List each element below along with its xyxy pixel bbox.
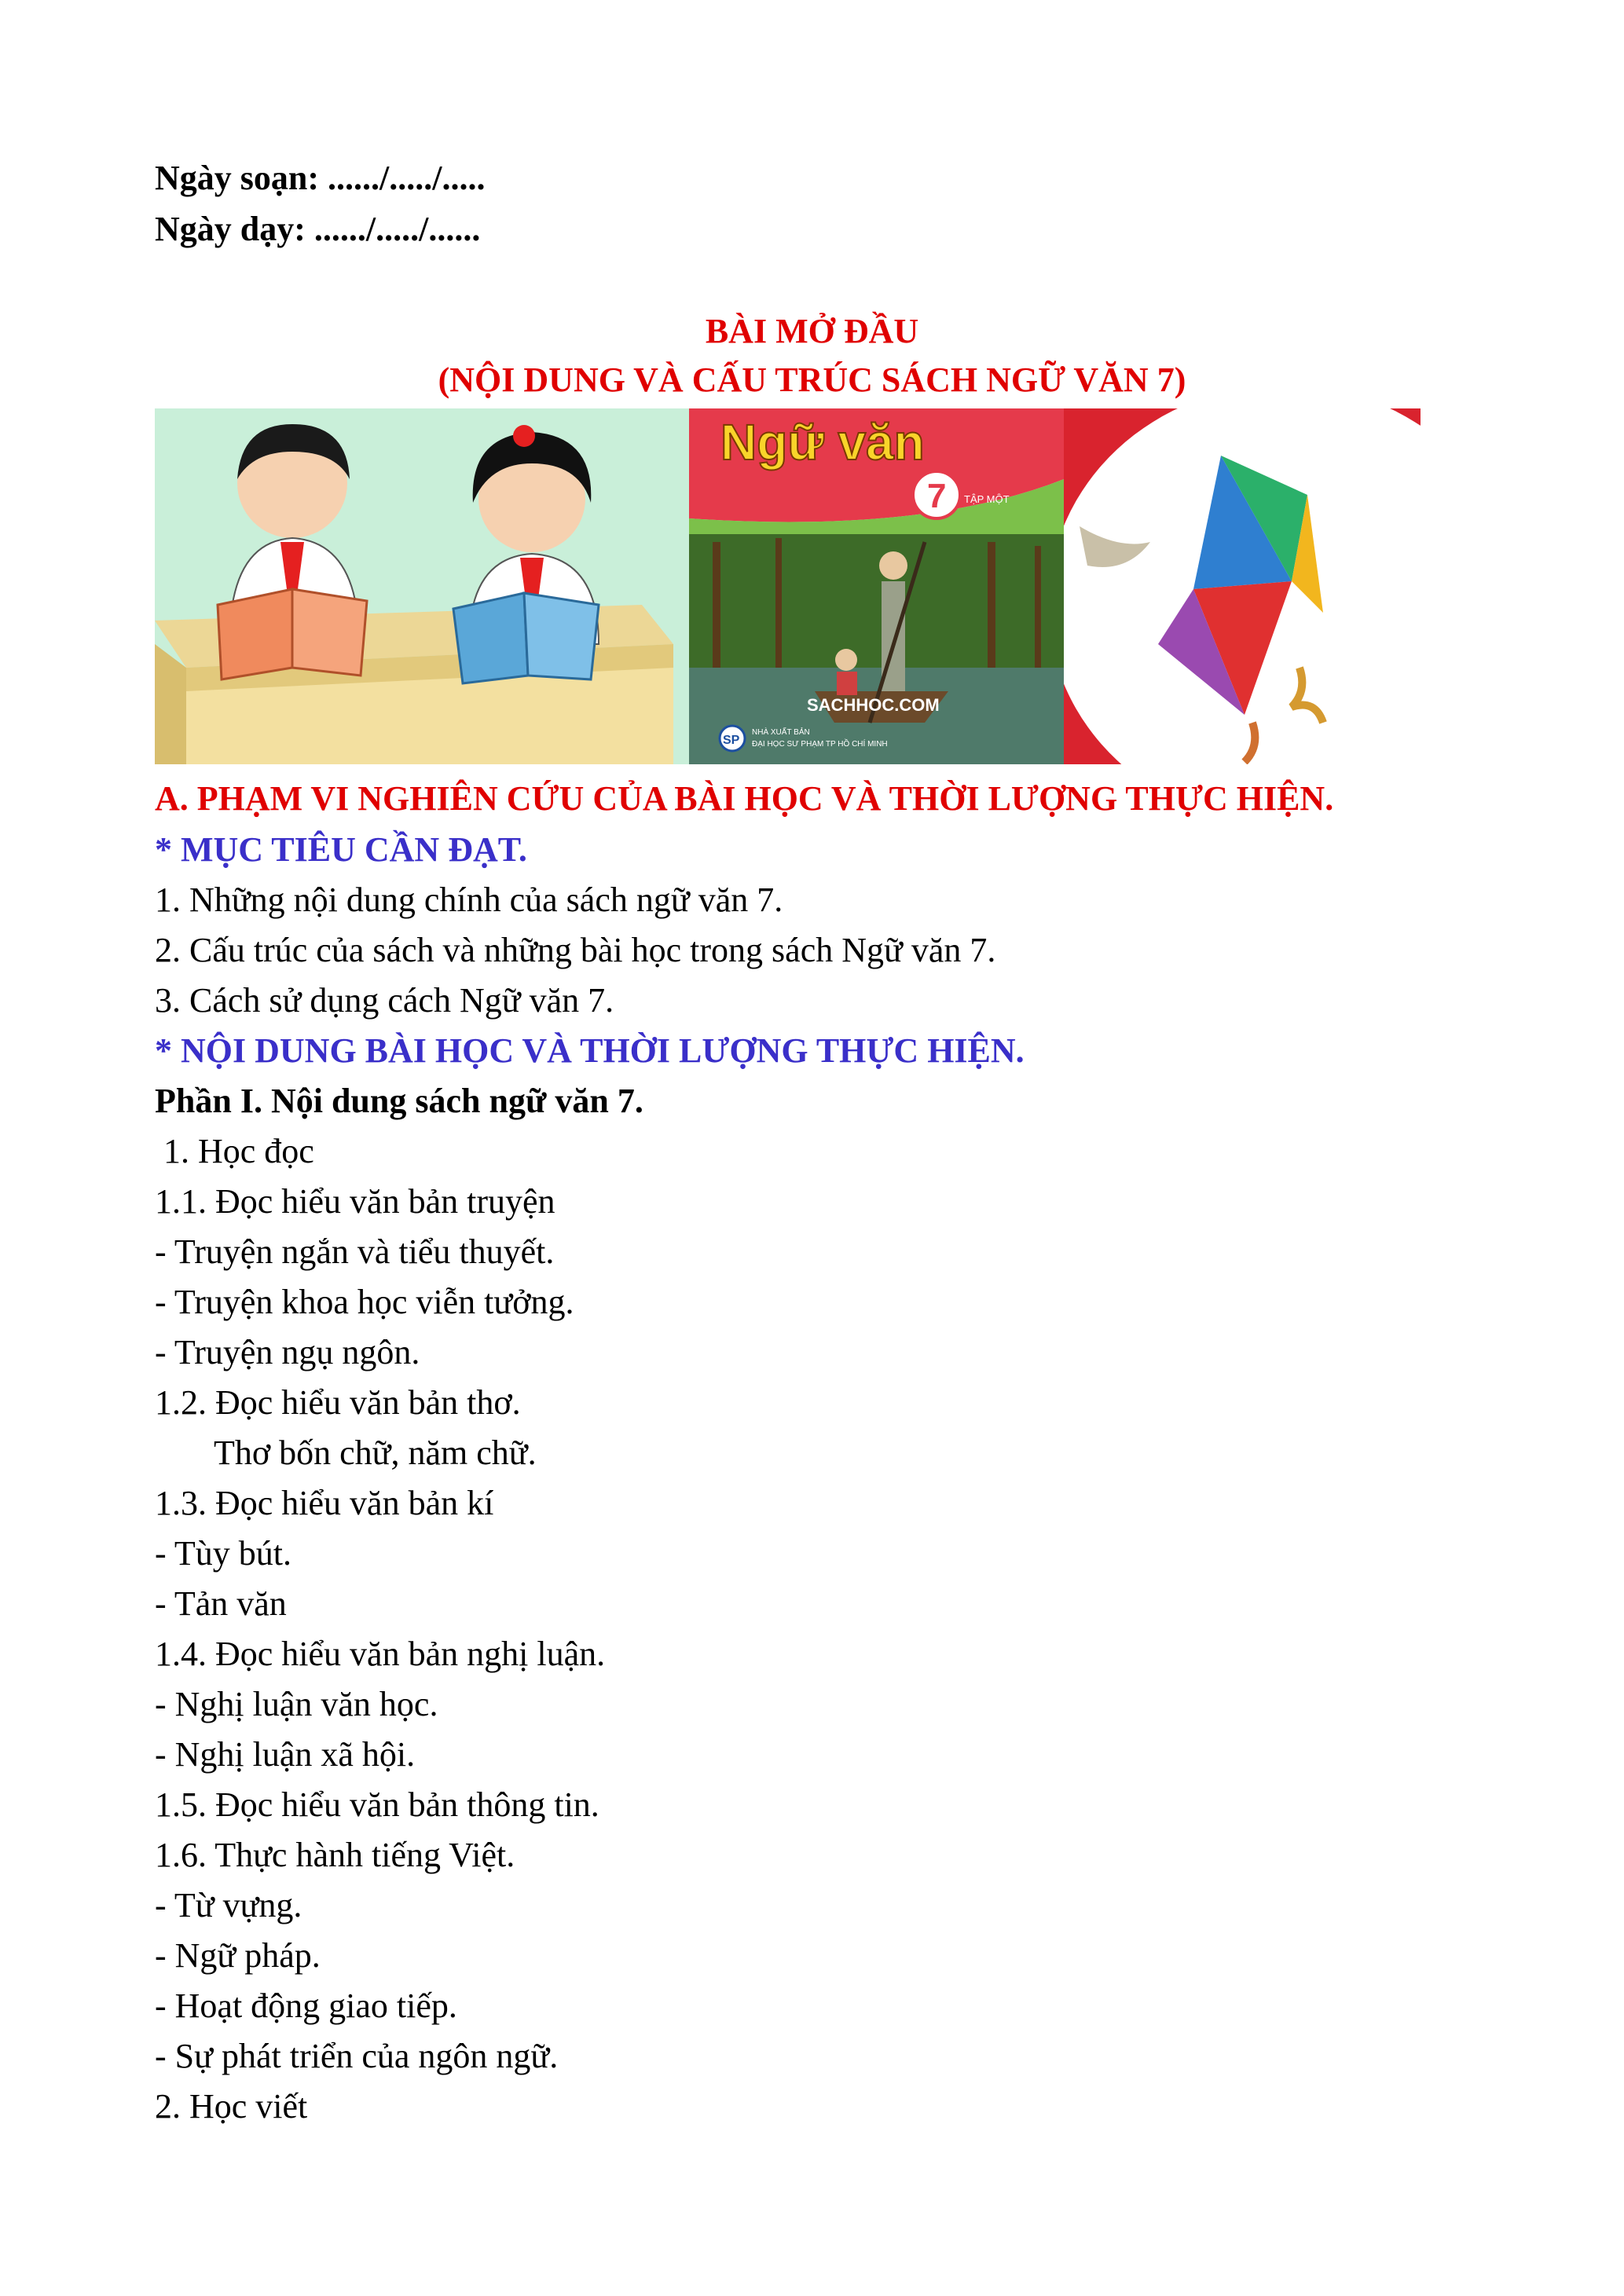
list-item: 1.2. Đọc hiểu văn bản thơ. <box>155 1383 521 1422</box>
book-volume: TẬP MỘT <box>964 493 1010 505</box>
part1-heading: Phần I. Nội dung sách ngữ văn 7. <box>155 1082 643 1120</box>
list-item: - Ngữ pháp. <box>155 1936 321 1975</box>
list-item: 1. Học đọc <box>155 1132 314 1170</box>
kite-illustration <box>1064 408 1421 764</box>
teach-date: Ngày dạy: ....../...../...... <box>155 210 481 248</box>
list-item: - Nghị luận văn học. <box>155 1685 438 1723</box>
book-title: Ngữ văn <box>720 414 925 471</box>
list-item: 1.4. Đọc hiểu văn bản nghị luận. <box>155 1635 606 1673</box>
list-item: - Tản văn <box>155 1584 287 1623</box>
goals-heading: * MỤC TIÊU CẦN ĐẠT. <box>155 830 527 869</box>
lesson-title: BÀI MỞ ĐẦU <box>705 312 919 350</box>
prep-date: Ngày soạn: ....../...../..... <box>155 159 486 197</box>
list-item: - Tùy bút. <box>155 1534 291 1573</box>
list-item: - Nghị luận xã hội. <box>155 1735 416 1774</box>
section-a-heading: A. PHẠM VI NGHIÊN CỨU CỦA BÀI HỌC VÀ THỜI LƯỢNG THỰC HIỆN. <box>155 779 1334 818</box>
book-cover-image <box>689 408 1064 764</box>
list-item: 1.3. Đọc hiểu văn bản kí <box>155 1484 494 1522</box>
list-item: - Hoạt động giao tiếp. <box>155 1987 457 2025</box>
publisher-line2: ĐẠI HỌC SƯ PHẠM TP HỒ CHÍ MINH <box>752 740 888 749</box>
publisher-line1: NHÀ XUẤT BẢN <box>752 728 810 737</box>
list-item: Thơ bốn chữ, năm chữ. <box>214 1434 537 1472</box>
list-item: - Truyện khoa học viễn tưởng. <box>155 1283 574 1321</box>
lesson-subtitle: (NỘI DUNG VÀ CẤU TRÚC SÁCH NGỮ VĂN 7) <box>438 361 1186 399</box>
book-watermark: SACHHOC.COM <box>807 695 940 715</box>
content-heading: * NỘI DUNG BÀI HỌC VÀ THỜI LƯỢNG THỰC HIỆN. <box>155 1031 1025 1070</box>
list-item: 2. Học viết <box>155 2087 308 2126</box>
list-item: - Từ vựng. <box>155 1886 302 1924</box>
book-grade: 7 <box>927 477 947 515</box>
list-item: - Truyện ngụ ngôn. <box>155 1333 420 1371</box>
goal-item: 1. Những nội dung chính của sách ngữ văn 7. <box>155 881 783 919</box>
publisher-logo: SP <box>723 734 740 747</box>
goal-item: 3. Cách sử dụng cách Ngữ văn 7. <box>155 981 614 1020</box>
goal-item: 2. Cấu trúc của sách và những bài học trong sách Ngữ văn 7. <box>155 931 996 969</box>
students-reading-illustration <box>155 408 689 764</box>
list-item: - Sự phát triển của ngôn ngữ. <box>155 2037 559 2075</box>
list-item: 1.5. Đọc hiểu văn bản thông tin. <box>155 1785 599 1824</box>
list-item: 1.6. Thực hành tiếng Việt. <box>155 1836 515 1874</box>
list-item: 1.1. Đọc hiểu văn bản truyện <box>155 1182 555 1221</box>
list-item: - Truyện ngắn và tiểu thuyết. <box>155 1232 555 1271</box>
